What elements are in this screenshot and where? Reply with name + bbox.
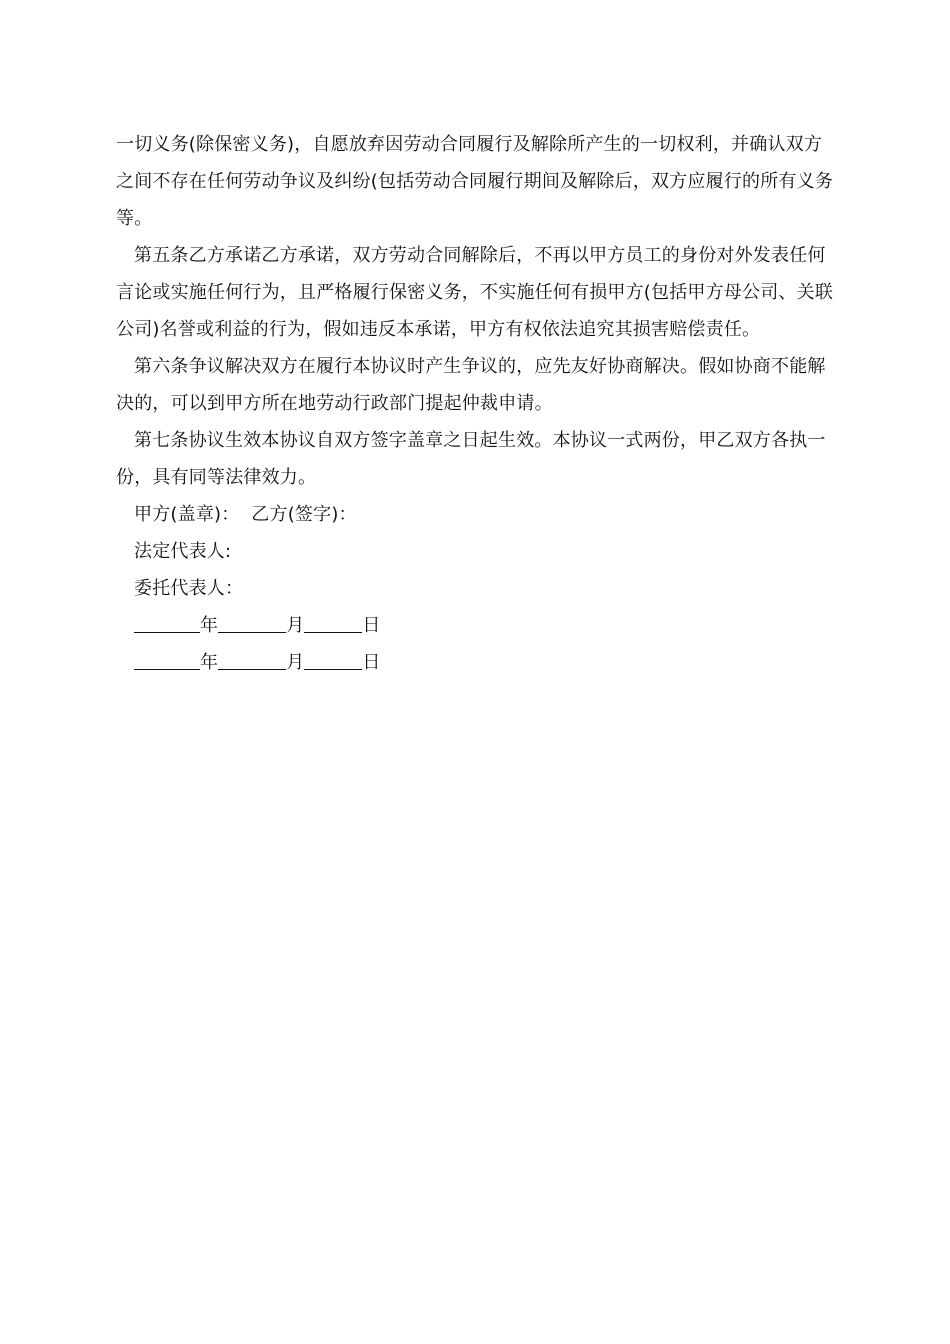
- legal-representative-label: 法定代表人:: [134, 541, 232, 562]
- year-blank: [134, 649, 200, 670]
- month-label: 月: [286, 652, 305, 673]
- party-b-label: 乙方(签字)：: [251, 504, 357, 525]
- party-a-label: 甲方(盖章)：: [134, 504, 240, 525]
- year-label: 年: [200, 615, 219, 636]
- year-label: 年: [200, 652, 219, 673]
- document-body: [116, 126, 836, 681]
- paragraph-article-7: 第七条协议生效本协议自双方签字盖章之日起生效。本协议一式两份，甲乙双方各执一份，具有同等法律效力。: [116, 430, 826, 488]
- paragraph-obligations: 一切义务(除保密义务)，自愿放弃因劳动合同履行及解除所产生的一切权利，并确认双方之间不存在任何劳动争议及纠纷(包括劳动合同履行期间及解除后，双方应履行的所有义务等。: [116, 134, 834, 229]
- signature-parties: [116, 496, 836, 533]
- day-blank: [304, 649, 362, 670]
- day-blank: [304, 612, 362, 633]
- date-line-2: [116, 644, 836, 681]
- date-line-1: [116, 607, 836, 644]
- year-blank: [134, 612, 200, 633]
- month-blank: [218, 649, 286, 670]
- paragraph-article-6: 第六条争议解决双方在履行本协议时产生争议的，应先友好协商解决。假如协商不能解决的，可以到甲方所在地劳动行政部门提起仲裁申请。: [116, 356, 826, 414]
- day-label: 日: [362, 652, 381, 673]
- entrusted-representative-label: 委托代表人：: [134, 578, 244, 599]
- paragraph-article-5: 第五条乙方承诺乙方承诺，双方劳动合同解除后，不再以甲方员工的身份对外发表任何言论或实施任何行为，且严格履行保密义务，不实施任何有损甲方(包括甲方母公司、关联公司)名誉或利益的行为，假如违反本承诺，甲方有权依法追究其损害赔偿责任。: [116, 245, 834, 340]
- month-label: 月: [286, 615, 305, 636]
- month-blank: [218, 612, 286, 633]
- day-label: 日: [362, 615, 381, 636]
